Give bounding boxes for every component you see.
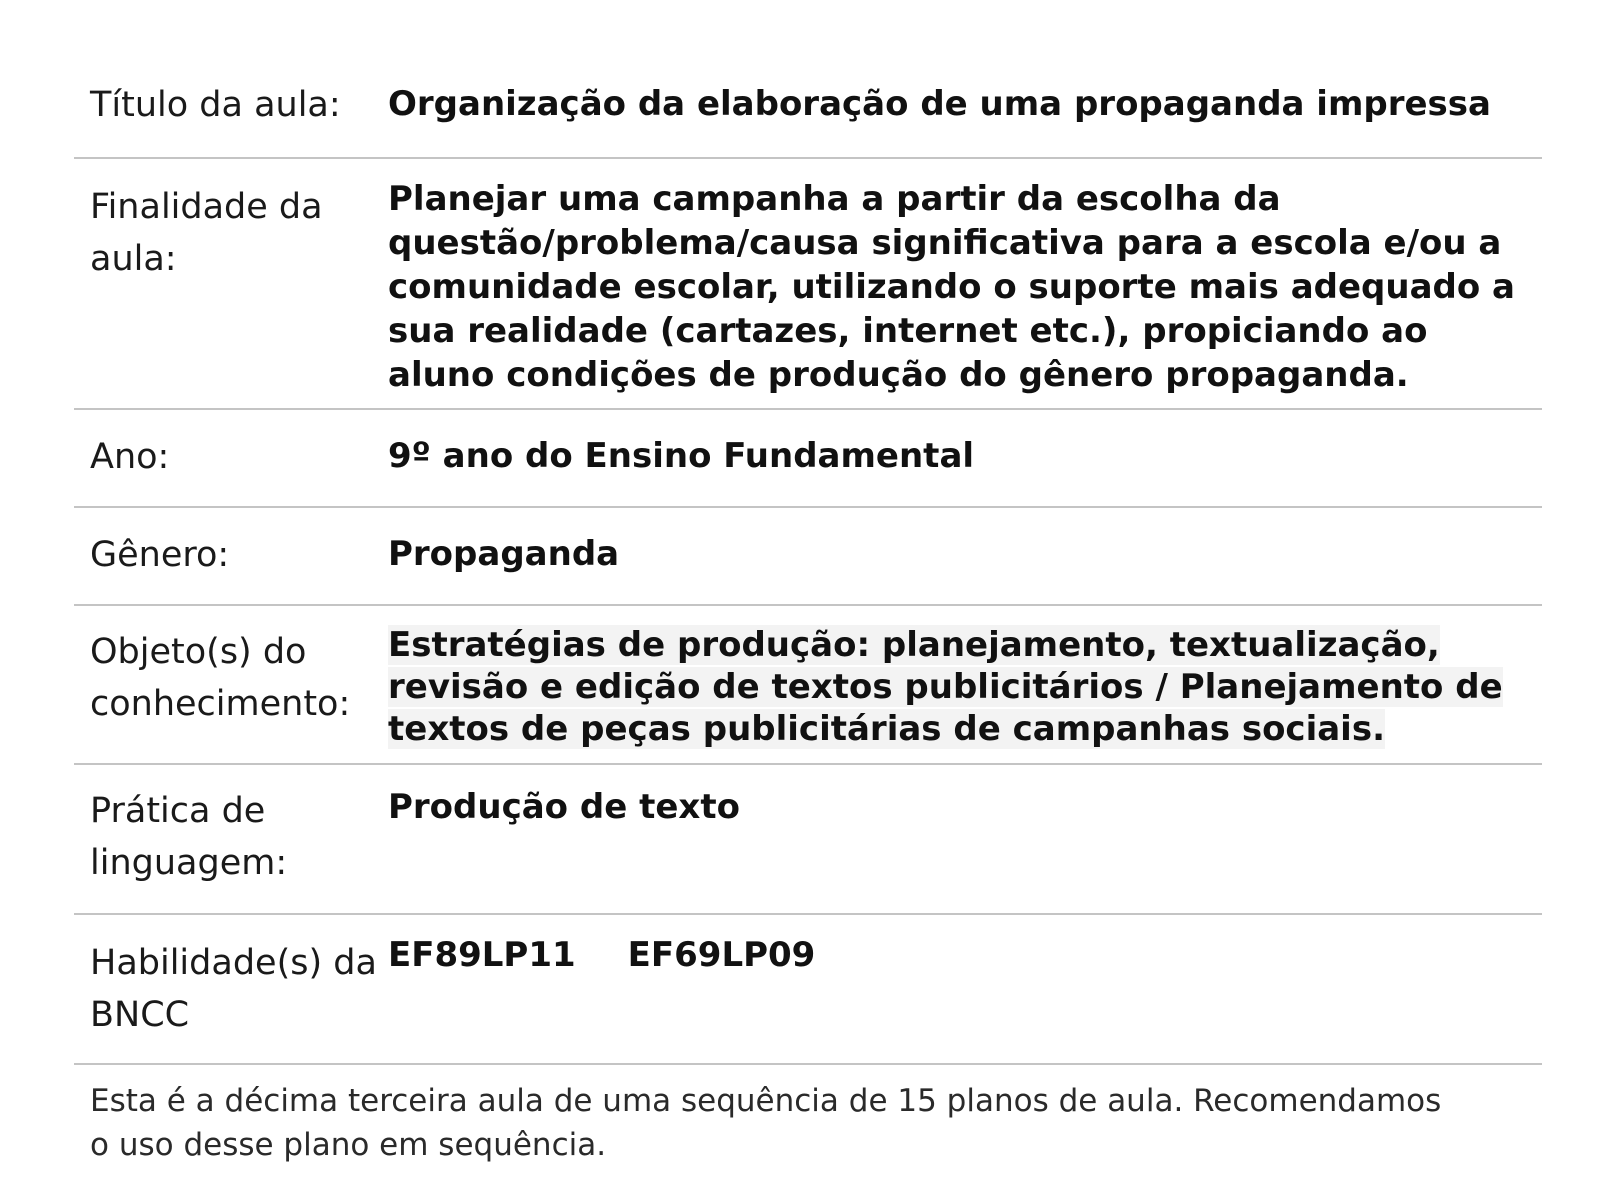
school-year-value: 9º ano do Ensino Fundamental [388,436,975,476]
knowledge-objects-cell [384,606,1542,763]
sequence-note: Esta é a décima terceira aula de uma sequência de 15 planos de aula. Recomendamos o uso desse plano em sequência. [90,1083,1442,1163]
language-practice-label: Prática de linguagem: [90,791,288,883]
lesson-title-value: Organização da elaboração de uma propaganda impressa [388,84,1491,124]
bncc-skills-list [384,915,1542,1063]
bncc-skills-label: Habilidade(s) da BNCC [90,943,377,1035]
row-language-practice [74,765,1542,915]
bncc-skill-code: EF69LP09 [627,935,816,975]
row-bncc-skills [74,915,1542,1065]
language-practice-value: Produção de texto [388,787,740,827]
row-knowledge-objects [74,606,1542,765]
genre-label: Gênero: [90,535,230,575]
lesson-plan-table [74,56,1542,1167]
lesson-purpose-value: Planejar uma campanha a partir da escolha da questão/problema/causa significativa para a escola e/ou a comunidade escolar, utilizando o suporte mais adequado a sua realidade (cartazes, internet etc.), propiciando ao aluno condições de produção do gênero propaganda. [388,179,1515,395]
genre-value: Propaganda [388,534,620,574]
bncc-skill-code: EF89LP11 [388,935,576,975]
row-lesson-title [74,56,1542,159]
school-year-label: Ano: [90,437,170,477]
lesson-purpose-label: Finalidade da aula: [90,187,323,279]
row-lesson-purpose [74,159,1542,410]
knowledge-objects-label: Objeto(s) do conhecimento: [90,632,351,724]
lesson-title-label: Título da aula: [90,85,341,125]
knowledge-objects-value: Estratégias de produção: planejamento, textualização, revisão e edição de textos publicitários / Planejamento de textos de peças publicitárias de campanhas sociais. [388,625,1503,749]
row-school-year [74,410,1542,508]
row-genre [74,508,1542,606]
